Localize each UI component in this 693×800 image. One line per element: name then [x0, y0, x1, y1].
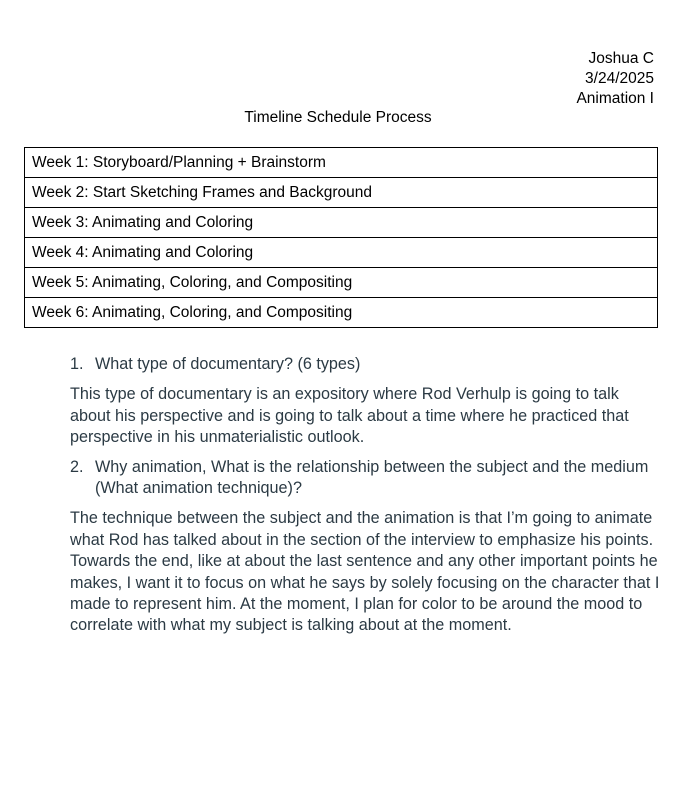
question-item	[70, 354, 660, 375]
question-number: 1.	[70, 355, 84, 373]
document-date: 3/24/2025	[585, 70, 654, 87]
page-title: Timeline Schedule Process	[244, 109, 432, 126]
table-cell: Week 5: Animating, Coloring, and Compositing	[25, 268, 658, 298]
table-cell: Week 4: Animating and Coloring	[25, 238, 658, 268]
table-cell: Week 1: Storyboard/Planning + Brainstorm	[25, 148, 658, 178]
question-text: Why animation, What is the relationship between the subject and the medium (What animation technique)?	[95, 457, 649, 498]
table-row	[25, 298, 658, 328]
table-row	[25, 178, 658, 208]
table-cell: Week 3: Animating and Coloring	[25, 208, 658, 238]
answer-paragraph: The technique between the subject and the animation is that I’m going to animate what Rod has talked about in the section of the interview to emphasize his points. Towards the end, like at about the last sentence and any other important points he makes, I want it to focus on what he says by solely focusing on the character that I made to represent him. At the moment, I plan for color to be around the mood to correlate with what my subject is talking about at the moment.	[70, 509, 660, 635]
table-row	[25, 268, 658, 298]
table-row	[25, 238, 658, 268]
answer-paragraph: This type of documentary is an expository where Rod Verhulp is going to talk about his perspective and is going to talk about a time where he practiced that perspective in his unmaterialistic outlook.	[70, 385, 629, 447]
course-name: Animation I	[576, 90, 654, 107]
question-text: What type of documentary? (6 types)	[95, 355, 361, 373]
questions-section	[70, 354, 660, 637]
table-row	[25, 208, 658, 238]
table-cell: Week 6: Animating, Coloring, and Compositing	[25, 298, 658, 328]
timeline-table	[24, 147, 658, 328]
document-header	[576, 49, 654, 109]
author-name: Joshua C	[588, 50, 654, 67]
table-row	[25, 148, 658, 178]
question-item	[70, 457, 660, 500]
question-number: 2.	[70, 457, 84, 476]
table-cell: Week 2: Start Sketching Frames and Background	[25, 178, 658, 208]
